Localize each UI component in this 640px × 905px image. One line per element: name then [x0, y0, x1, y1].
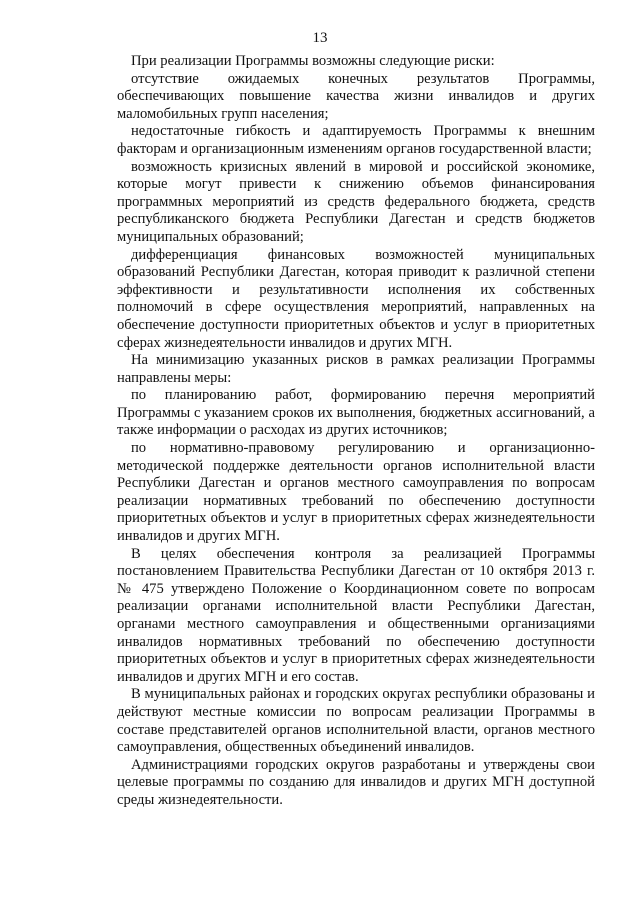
- risks-intro-paragraph: При реализации Программы возможны следующие риски:: [131, 53, 495, 69]
- control-paragraph: В целях обеспечения контроля за реализацией Программы постановлением Правительства Республики Дагестан от 10 октября 2013 г. № 475 утверждено Положение о Координационном совете по вопросам реализации органами исполнительной власти Республики Дагестан, органами местного самоуправления и общественными организациями инвалидов нормативных требований по обеспечению доступности приоритетных объектов и услуг в приоритетных сферах жизнедеятельности инвалидов и других МГН и его состав.: [117, 545, 595, 685]
- measures-intro-paragraph: На минимизацию указанных рисков в рамках реализации Программы направлены меры:: [117, 352, 595, 386]
- risk-paragraph: отсутствие ожидаемых конечных результатов Программы, обеспечивающих повышение качества жизни инвалидов и других маломобильных групп населения;: [117, 70, 595, 122]
- city-programs-paragraph: Администрациями городских округов разработаны и утверждены свои целевые программы по созданию для инвалидов и других МГН доступной среды жизнедеятельности.: [117, 756, 595, 808]
- document-body: [117, 53, 595, 810]
- page-number: 13: [312, 30, 328, 46]
- measure-paragraph: по нормативно-правовому регулированию и организационно-методической поддержке деятельности органов исполнительной власти Республики Дагестан и органов местного самоуправления по вопросам реализации нормативных требований по обеспечению доступности приоритетных объектов и услуг в приоритетных сферах жизнедеятельности инвалидов и других МГН.: [117, 440, 595, 545]
- risk-paragraph: дифференциация финансовых возможностей муниципальных образований Республики Дагестан, которая приводит к различной степени эффективности и результативности исполнения их собственных полномочий в сфере осуществления мероприятий, направленных на обеспечение доступности приоритетных объектов и услуг в приоритетных сферах жизнедеятельности инвалидов и других МГН.: [117, 246, 595, 351]
- risk-paragraph: возможность кризисных явлений в мировой и российской экономике, которые могут привести к снижению объемов финансирования программных мероприятий из средств федерального бюджета, средств республиканского бюджета Республики Дагестан и средств бюджетов муниципальных образований;: [117, 158, 595, 245]
- risk-paragraph: недостаточные гибкость и адаптируемость Программы к внешним факторам и организационным изменениям органов государственной власти;: [117, 123, 595, 157]
- commissions-paragraph: В муниципальных районах и городских округах республики образованы и действуют местные комиссии по вопросам реализации Программы в составе представителей органов исполнительной власти, органов местного самоуправления, общественных объединений инвалидов.: [117, 686, 595, 756]
- measure-paragraph: по планированию работ, формированию перечня мероприятий Программы с указанием сроков их выполнения, бюджетных ассигнований, а также информации о расходах из других источников;: [117, 387, 595, 439]
